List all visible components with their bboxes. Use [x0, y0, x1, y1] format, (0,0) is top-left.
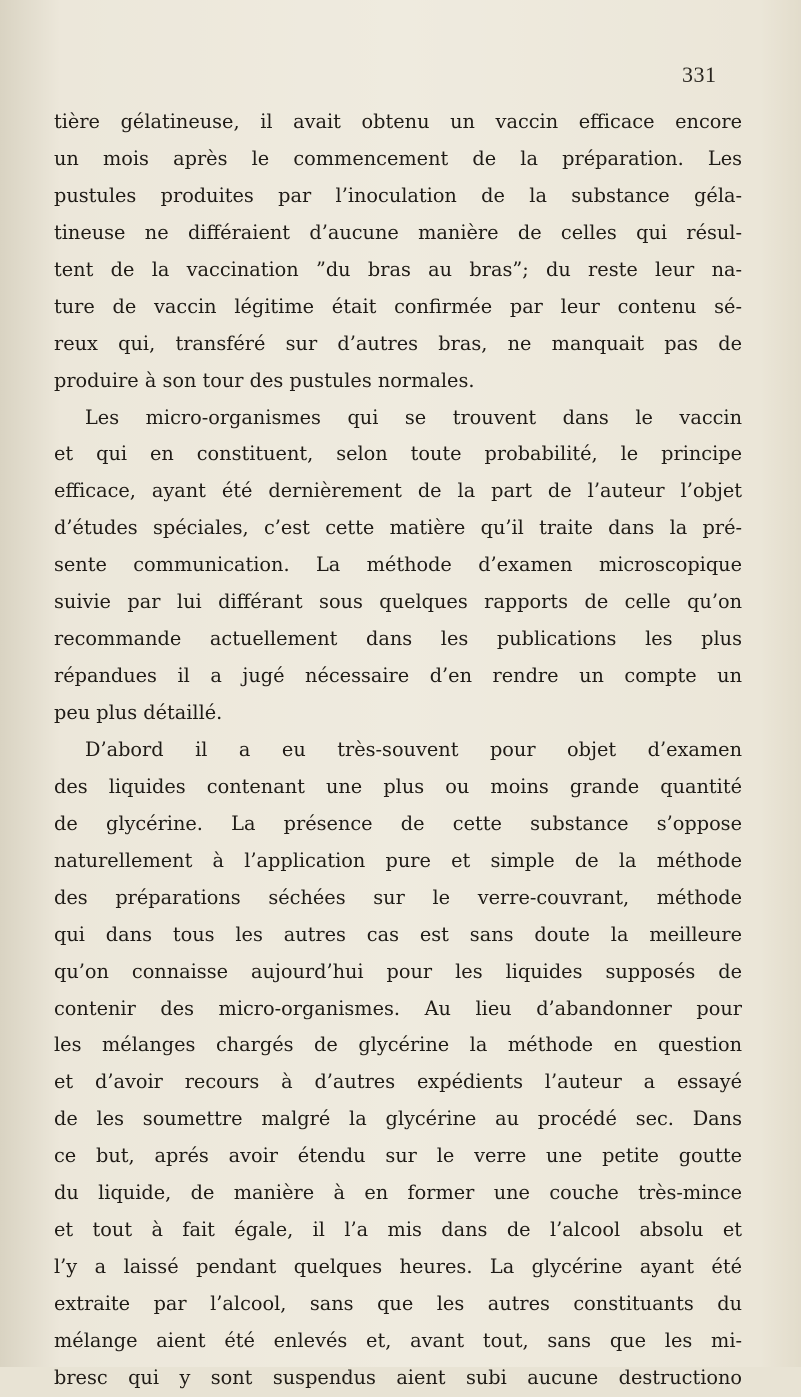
- text-line: l’y a laissé pendant quelques heures. La glycérine ayant été: [54, 1255, 742, 1279]
- text-line: tineuse ne différaient d’aucune manière de celles qui résul-: [54, 220, 742, 244]
- text-line: efficace, ayant été dernièrement de la part de l’auteur l’objet: [54, 479, 742, 503]
- text-line: tent de la vaccination ”du bras au bras”; du reste leur na-: [54, 257, 742, 281]
- text-line: de glycérine. La présence de cette substance s’oppose: [54, 811, 742, 835]
- text-line: Les micro-organismes qui se trouvent dans le vaccin: [85, 405, 742, 429]
- text-line: et tout à fait égale, il l’a mis dans de l’alcool absolu et: [54, 1218, 742, 1242]
- text-line: ture de vaccin légitime était confirmée par leur contenu sé-: [54, 294, 742, 318]
- text-line: produire à son tour des pustules normales.: [54, 368, 475, 392]
- text-line: de les soumettre malgré la glycérine au procédé sec. Dans: [54, 1107, 742, 1131]
- text-line: qu’on connaisse aujourd’hui pour les liquides supposés de: [54, 959, 742, 983]
- text-line: contenir des micro-organismes. Au lieu d’abandonner pour: [54, 996, 742, 1020]
- text-line: D’abord il a eu très-souvent pour objet d’examen: [85, 737, 742, 761]
- text-line: qui dans tous les autres cas est sans doute la meilleure: [54, 922, 742, 946]
- text-line: sente communication. La méthode d’examen microscopique: [54, 553, 742, 577]
- text-line: mélange aient été enlevés et, avant tout, sans que les mi-: [54, 1328, 742, 1352]
- body-text: [54, 104, 742, 1397]
- text-line: extraite par l’alcool, sans que les autres constituants du: [54, 1292, 742, 1315]
- text-line: un mois après le commencement de la préparation. Les: [54, 146, 742, 170]
- text-line: naturellement à l’application pure et simple de la méthode: [54, 848, 742, 872]
- text-line: pustules produites par l’inoculation de la substance géla-: [54, 183, 742, 207]
- text-line: reux qui, transféré sur d’autres bras, ne manquait pas de: [54, 331, 742, 355]
- text-line: peu plus détaillé.: [54, 701, 223, 724]
- text-line: les mélanges chargés de glycérine la méthode en question: [54, 1033, 742, 1057]
- text-line: bresc qui y sont suspendus aient subi aucune destructiono: [54, 1365, 742, 1389]
- text-line: du liquide, de manière à en former une couche très-mince: [54, 1181, 742, 1205]
- text-line: d’études spéciales, c’est cette matière qu’il traite dans la pré-: [54, 516, 742, 540]
- text-line: ce but, aprés avoir étendu sur le verre une petite goutte: [54, 1144, 742, 1168]
- page-number: 331: [682, 62, 717, 87]
- text-line: tière gélatineuse, il avait obtenu un vaccin efficace encore: [54, 110, 742, 133]
- text-line: et d’avoir recours à d’autres expédients l’auteur a essayé: [54, 1070, 742, 1094]
- text-line: recommande actuellement dans les publications les plus: [54, 627, 742, 651]
- text-line: et qui en constituent, selon toute probabilité, le principe: [54, 442, 742, 466]
- text-line: des liquides contenant une plus ou moins grande quantité: [54, 774, 742, 798]
- text-line: suivie par lui différant sous quelques rapports de celle qu’on: [54, 590, 742, 614]
- text-line: des préparations séchées sur le verre-couvrant, méthode: [54, 885, 742, 909]
- text-line: répandues il a jugé nécessaire d’en rendre un compte un: [54, 664, 742, 688]
